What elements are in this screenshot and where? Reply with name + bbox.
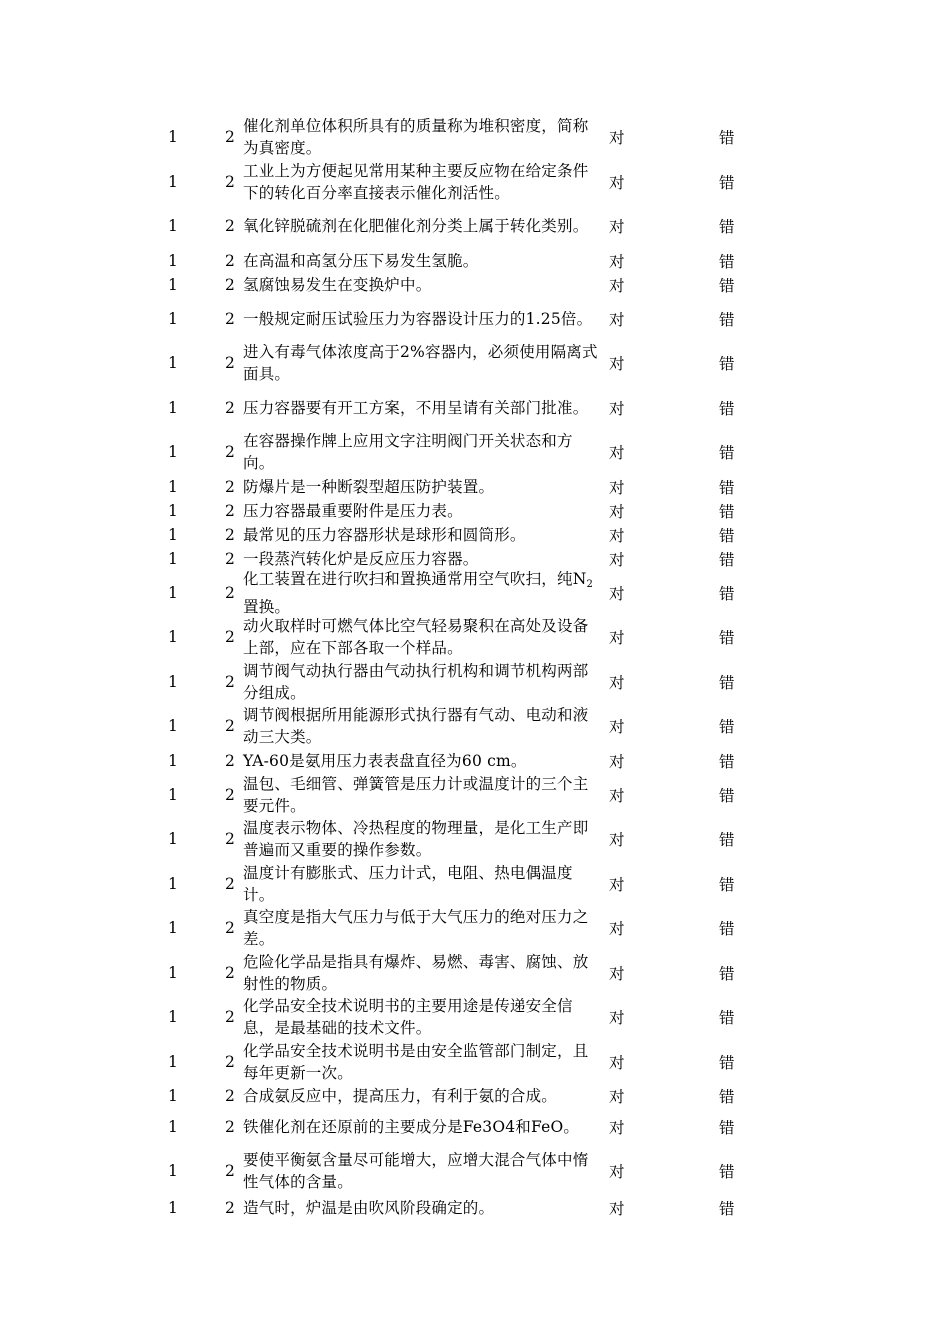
question-text [243, 499, 599, 523]
question-text-content: 合成氨反应中，提高压力，有利于氨的合成。 [243, 1087, 558, 1105]
question-text [243, 115, 599, 160]
answer-false-option: 错 [719, 584, 735, 603]
answer-true-option: 对 [609, 629, 625, 648]
answer-true-option: 对 [609, 1163, 625, 1181]
score-cell: 1 [168, 398, 178, 417]
type-cell: 2 [225, 830, 235, 849]
table-row [0, 523, 950, 547]
question-text [243, 906, 599, 951]
answer-false-option: 错 [719, 964, 735, 983]
score-cell: 1 [168, 354, 178, 373]
question-text-content: 化学品安全技术说明书的主要用途是传递安全信息，是最基础的技术文件。 [243, 997, 573, 1038]
answer-true-option: 对 [609, 444, 625, 463]
type-cell: 2 [225, 874, 235, 893]
answer-false-option: 错 [719, 218, 735, 237]
question-text-content: 一般规定耐压试验压力为容器设计压力的1.25倍。 [243, 309, 593, 328]
answer-false-option: 错 [719, 1200, 735, 1218]
question-text [243, 430, 599, 475]
question-text-content: 在容器操作牌上应用文字注明阀门开关状态和方向。 [243, 432, 573, 473]
question-text-content: 压力容器最重要附件是压力表。 [243, 501, 463, 520]
question-text-content: 一段蒸汽转化炉是反应压力容器。 [243, 549, 479, 568]
question-text [243, 704, 599, 749]
answer-false-option: 错 [719, 355, 735, 374]
type-cell: 2 [225, 1199, 235, 1217]
answer-false-option: 错 [719, 875, 735, 894]
table-row [0, 749, 950, 773]
type-cell: 2 [225, 128, 235, 147]
question-text-content: 危险化学品是指具有爆炸、易燃、毒害、腐蚀、放射性的物质。 [243, 952, 589, 993]
question-text-content: 工业上为方便起见常用某种主要反应物在给定条件下的转化百分率直接表示催化剂活性。 [243, 161, 589, 202]
answer-false-option: 错 [719, 718, 735, 737]
answer-true-option: 对 [609, 310, 625, 329]
answer-true-option: 对 [609, 252, 625, 271]
table-row [0, 160, 950, 205]
answer-false-option: 错 [719, 673, 735, 692]
table-row [0, 660, 950, 705]
question-text-content: YA-60是氨用压力表表盘直径为60 cm。 [243, 751, 527, 770]
table-row [0, 773, 950, 818]
answer-false-option: 错 [719, 478, 735, 497]
type-cell: 2 [225, 1052, 235, 1071]
type-cell: 2 [225, 443, 235, 462]
question-text-content: 氢腐蚀易发生在变换炉中。 [243, 275, 432, 294]
type-cell: 2 [225, 1118, 235, 1136]
table-row [0, 906, 950, 951]
type-cell: 2 [225, 354, 235, 373]
table-row [0, 386, 950, 431]
answer-true-option: 对 [609, 399, 625, 418]
table-row [0, 430, 950, 475]
answer-true-option: 对 [609, 964, 625, 983]
table-row [0, 817, 950, 862]
table-row [0, 475, 950, 499]
answer-false-option: 错 [719, 831, 735, 850]
score-cell: 1 [168, 628, 178, 647]
question-text-subscript: 2 [586, 578, 594, 590]
answer-false-option: 错 [719, 129, 735, 148]
question-text [243, 749, 599, 773]
type-cell: 2 [225, 309, 235, 328]
score-cell: 1 [168, 443, 178, 462]
table-row [0, 704, 950, 749]
answer-false-option: 错 [719, 550, 735, 569]
score-cell: 1 [168, 830, 178, 849]
table-row [0, 1146, 950, 1196]
answer-true-option: 对 [609, 875, 625, 894]
question-text [243, 341, 599, 386]
answer-true-option: 对 [609, 276, 625, 295]
table-row [0, 1040, 950, 1085]
question-text-content: 真空度是指大气压力与低于大气压力的绝对压力之差。 [243, 908, 589, 949]
type-cell: 2 [225, 525, 235, 544]
answer-true-option: 对 [609, 584, 625, 603]
score-cell: 1 [168, 501, 178, 520]
type-cell: 2 [225, 477, 235, 496]
answer-false-option: 错 [719, 1088, 735, 1106]
answer-false-option: 错 [719, 1053, 735, 1072]
score-cell: 1 [168, 275, 178, 294]
type-cell: 2 [225, 275, 235, 294]
answer-true-option: 对 [609, 1200, 625, 1218]
answer-false-option: 错 [719, 276, 735, 295]
score-cell: 1 [168, 1199, 178, 1217]
question-text [243, 615, 599, 660]
answer-false-option: 错 [719, 786, 735, 805]
answer-true-option: 对 [609, 831, 625, 850]
answer-false-option: 错 [719, 173, 735, 192]
answer-false-option: 错 [719, 1163, 735, 1181]
type-cell: 2 [225, 672, 235, 691]
answer-true-option: 对 [609, 1119, 625, 1137]
question-text-symbol: N [572, 569, 587, 588]
question-text [243, 1084, 599, 1108]
question-text-content: 调节阀根据所用能源形式执行器有气动、电动和液动三大类。 [243, 706, 589, 747]
type-cell: 2 [225, 172, 235, 191]
type-cell: 2 [225, 628, 235, 647]
answer-true-option: 对 [609, 526, 625, 545]
question-text-content: 氧化锌脱硫剂在化肥催化剂分类上属于转化类别。 [243, 217, 589, 236]
score-cell: 1 [168, 1008, 178, 1027]
quiz-table [0, 115, 950, 1220]
question-text-part: 化工装置在进行吹扫和置换通常用空气吹扫，纯 [243, 569, 573, 588]
answer-true-option: 对 [609, 502, 625, 521]
score-cell: 1 [168, 251, 178, 270]
type-cell: 2 [225, 251, 235, 270]
score-cell: 1 [168, 919, 178, 938]
type-cell: 2 [225, 398, 235, 417]
answer-true-option: 对 [609, 355, 625, 374]
score-cell: 1 [168, 785, 178, 804]
table-row [0, 204, 950, 249]
score-cell: 1 [168, 717, 178, 736]
question-text [243, 951, 599, 996]
score-cell: 1 [168, 128, 178, 147]
type-cell: 2 [225, 217, 235, 236]
answer-true-option: 对 [609, 478, 625, 497]
question-text-content: 调节阀气动执行器由气动执行机构和调节机构两部分组成。 [243, 661, 589, 702]
table-row [0, 297, 950, 342]
table-row [0, 995, 950, 1040]
question-text-content: 催化剂单位体积所具有的质量称为堆积密度，简称为真密度。 [243, 117, 589, 158]
answer-true-option: 对 [609, 718, 625, 737]
answer-true-option: 对 [609, 550, 625, 569]
score-cell: 1 [168, 751, 178, 770]
question-text-content: 化学品安全技术说明书是由安全监管部门制定，且每年更新一次。 [243, 1041, 589, 1082]
type-cell: 2 [225, 1008, 235, 1027]
score-cell: 1 [168, 1162, 178, 1180]
answer-true-option: 对 [609, 173, 625, 192]
table-row [0, 249, 950, 273]
question-text [243, 523, 599, 547]
question-text [243, 571, 599, 616]
question-text [243, 475, 599, 499]
question-text-content: 防爆片是一种断裂型超压防护装置。 [243, 477, 495, 496]
table-row [0, 341, 950, 386]
answer-false-option: 错 [719, 444, 735, 463]
question-text-content: 造气时，炉温是由吹风阶段确定的。 [243, 1199, 495, 1217]
score-cell: 1 [168, 1118, 178, 1136]
question-text-content: 最常见的压力容器形状是球形和圆筒形。 [243, 525, 526, 544]
score-cell: 1 [168, 583, 178, 602]
answer-true-option: 对 [609, 752, 625, 771]
answer-false-option: 错 [719, 399, 735, 418]
score-cell: 1 [168, 217, 178, 236]
type-cell: 2 [225, 501, 235, 520]
answer-true-option: 对 [609, 1088, 625, 1106]
score-cell: 1 [168, 1087, 178, 1105]
question-text-content: 进入有毒气体浓度高于2%容器内，必须使用隔离式面具。 [243, 343, 598, 384]
question-text [243, 1108, 599, 1146]
question-text-content: 要使平衡氨含量尽可能增大，应增大混合气体中惰性气体的含量。 [243, 1151, 589, 1191]
question-text [243, 1146, 599, 1196]
question-text [243, 660, 599, 705]
score-cell: 1 [168, 1052, 178, 1071]
question-text [243, 249, 599, 273]
question-text [243, 1040, 599, 1085]
question-text-content: 温包、毛细管、弹簧管是压力计或温度计的三个主要元件。 [243, 774, 589, 815]
type-cell: 2 [225, 751, 235, 770]
answer-false-option: 错 [719, 1119, 735, 1137]
answer-false-option: 错 [719, 752, 735, 771]
question-text-content: 温度计有膨胀式、压力计式，电阻、热电偶温度计。 [243, 863, 573, 904]
table-row [0, 1108, 950, 1146]
score-cell: 1 [168, 672, 178, 691]
table-row [0, 951, 950, 996]
type-cell: 2 [225, 919, 235, 938]
score-cell: 1 [168, 172, 178, 191]
question-text [243, 297, 599, 342]
type-cell: 2 [225, 583, 235, 602]
table-row [0, 615, 950, 660]
table-row [0, 273, 950, 297]
question-text [243, 160, 599, 205]
type-cell: 2 [225, 785, 235, 804]
table-row [0, 1084, 950, 1108]
question-text [243, 204, 599, 249]
type-cell: 2 [225, 717, 235, 736]
question-text-content: 铁催化剂在还原前的主要成分是Fe3O4和FeO。 [243, 1118, 580, 1136]
answer-true-option: 对 [609, 920, 625, 939]
question-text [243, 773, 599, 818]
answer-false-option: 错 [719, 310, 735, 329]
answer-false-option: 错 [719, 252, 735, 271]
table-row [0, 571, 950, 616]
score-cell: 1 [168, 525, 178, 544]
table-row [0, 499, 950, 523]
question-text-content: 在高温和高氢分压下易发生氢脆。 [243, 251, 479, 270]
question-text [243, 817, 599, 862]
answer-false-option: 错 [719, 920, 735, 939]
answer-true-option: 对 [609, 673, 625, 692]
score-cell: 1 [168, 477, 178, 496]
question-text [243, 1196, 599, 1220]
score-cell: 1 [168, 549, 178, 568]
type-cell: 2 [225, 1162, 235, 1180]
answer-true-option: 对 [609, 786, 625, 805]
question-text-content: 温度表示物体、冷热程度的物理量，是化工生产即普遍而又重要的操作参数。 [243, 819, 589, 860]
answer-false-option: 错 [719, 526, 735, 545]
table-row [0, 115, 950, 160]
score-cell: 1 [168, 874, 178, 893]
table-row [0, 1196, 950, 1220]
type-cell: 2 [225, 1087, 235, 1105]
question-text [243, 862, 599, 907]
type-cell: 2 [225, 549, 235, 568]
answer-true-option: 对 [609, 1009, 625, 1028]
table-row [0, 862, 950, 907]
answer-false-option: 错 [719, 629, 735, 648]
question-text-content: 压力容器要有开工方案，不用呈请有关部门批准。 [243, 398, 589, 417]
answer-true-option: 对 [609, 129, 625, 148]
question-text [243, 386, 599, 431]
question-text [243, 995, 599, 1040]
question-text-part: 置换。 [243, 597, 291, 616]
score-cell: 1 [168, 309, 178, 328]
answer-false-option: 错 [719, 1009, 735, 1028]
answer-true-option: 对 [609, 218, 625, 237]
answer-true-option: 对 [609, 1053, 625, 1072]
question-text-content: 动火取样时可燃气体比空气轻易聚积在高处及设备上部，应在下部各取一个样品。 [243, 617, 589, 658]
question-text [243, 273, 599, 297]
answer-false-option: 错 [719, 502, 735, 521]
type-cell: 2 [225, 963, 235, 982]
score-cell: 1 [168, 963, 178, 982]
